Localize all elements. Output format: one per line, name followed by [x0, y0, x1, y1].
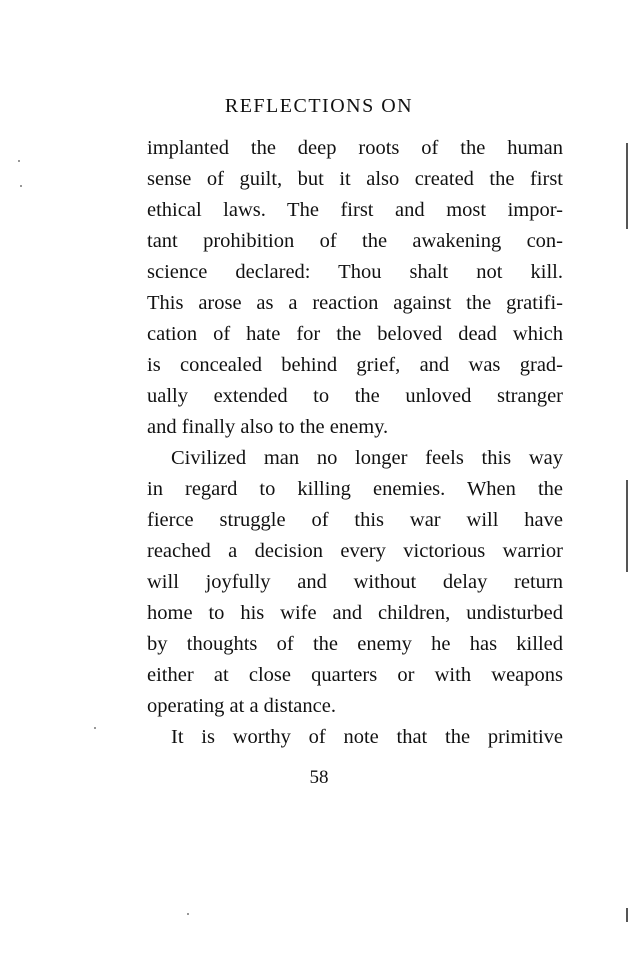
text-line: implanted the deep roots of the human: [147, 137, 563, 159]
text-line: It is worthy of note that the primitive: [171, 726, 563, 748]
text-line: in regard to killing enemies. When the: [147, 478, 563, 500]
scan-edge-mark: [626, 480, 628, 572]
page-number: 58: [309, 767, 329, 788]
text-line: operating at a distance.: [147, 695, 336, 717]
scan-speck: [94, 727, 96, 729]
text-line: science declared: Thou shalt not kill.: [147, 261, 563, 283]
scan-speck: [18, 160, 20, 162]
scan-speck: [187, 913, 189, 915]
text-line: and finally also to the enemy.: [147, 416, 389, 438]
body-text: [147, 133, 563, 753]
running-head: REFLECTIONS ON: [224, 95, 414, 117]
text-line: is concealed behind grief, and was grad-: [147, 354, 563, 376]
text-line: Civilized man no longer feels this way: [171, 447, 563, 469]
text-line: home to his wife and children, undisturbed: [147, 602, 563, 624]
scan-edge-mark: [626, 908, 628, 922]
scan-edge-mark: [626, 143, 628, 229]
text-line: tant prohibition of the awakening con-: [147, 230, 563, 252]
text-line: reached a decision every victorious warrior: [147, 540, 563, 562]
text-line: ually extended to the unloved stranger: [147, 385, 563, 407]
text-line: fierce struggle of this war will have: [147, 509, 563, 531]
text-line: sense of guilt, but it also created the first: [147, 168, 563, 190]
text-line: by thoughts of the enemy he has killed: [147, 633, 563, 655]
text-line: cation of hate for the beloved dead which: [147, 323, 563, 345]
text-line: will joyfully and without delay return: [147, 571, 563, 593]
text-line: This arose as a reaction against the gratifi-: [147, 292, 563, 314]
text-line: ethical laws. The first and most impor-: [147, 199, 563, 221]
text-line: either at close quarters or with weapons: [147, 664, 563, 686]
scan-speck: [20, 185, 22, 187]
